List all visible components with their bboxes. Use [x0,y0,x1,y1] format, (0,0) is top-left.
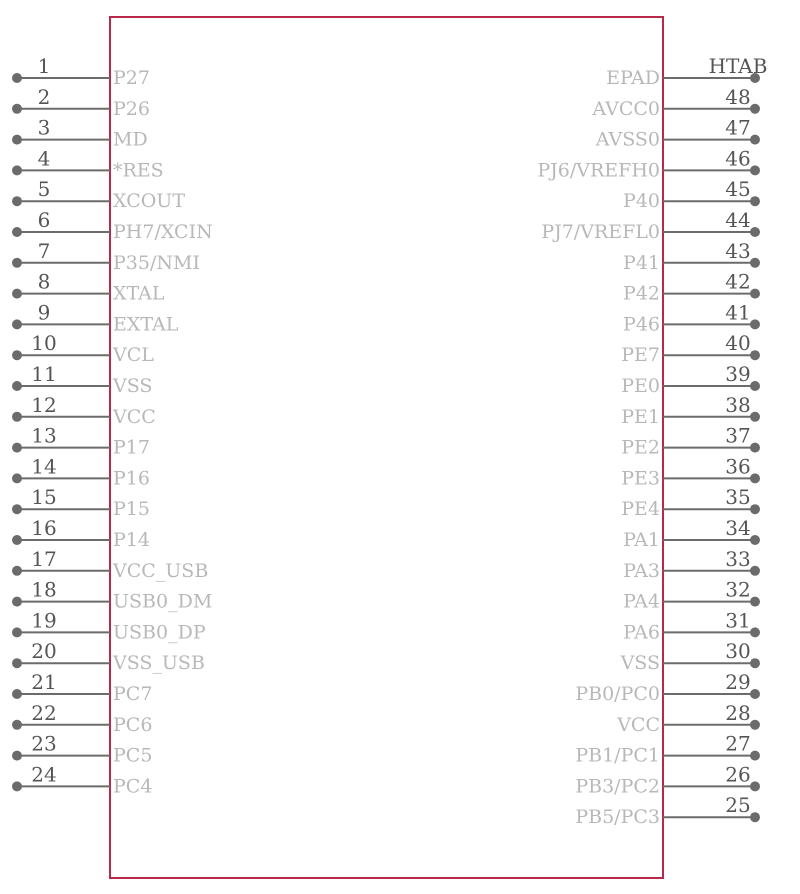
pin-number: 38 [725,392,751,417]
pin [541,208,760,243]
pin-name: P27 [113,67,150,89]
pin-terminal-dot [12,781,22,791]
pin-terminal-dot [12,689,22,699]
pin-terminal-dot [750,720,760,730]
pin [623,578,760,613]
pin [606,54,767,89]
pin-name: P40 [623,190,660,213]
pin-number: 40 [725,331,751,356]
pin-number: 8 [37,269,51,294]
pin-terminal-dot [750,165,760,175]
pin-terminal-dot [12,535,22,545]
pin-name: P46 [623,313,660,336]
pin [621,362,760,397]
pin-terminal-dot [750,566,760,576]
pin-terminal-dot [12,135,22,145]
pin-number: 42 [725,269,751,294]
pin [575,762,760,797]
left-pin-group [12,54,213,797]
pin [12,578,212,613]
pin-number: 27 [725,731,751,756]
pin-name: VSS [113,375,153,397]
pin [623,177,760,212]
pin-name: AVCC0 [592,97,660,120]
pin-number: 15 [31,485,57,510]
pin-name: USB0_DM [113,590,213,613]
pin [623,300,760,335]
pin [12,177,185,212]
pin-name: PE1 [621,405,660,428]
pin-number: 41 [725,300,751,325]
pin-name: P26 [113,97,150,120]
pin-number: 28 [725,700,751,725]
pin [12,85,150,120]
pin-name: PC7 [113,683,153,705]
pin-number: 20 [31,639,57,664]
pin-number: 5 [37,177,51,202]
pin [12,485,150,520]
pin-number: 43 [725,238,751,263]
pin-terminal-dot [750,104,760,114]
pin-terminal-dot [750,350,760,360]
pin [621,454,760,489]
pin-name: P35/NMI [113,251,200,274]
pin-name: P14 [113,529,150,551]
pin-terminal-dot [12,658,22,668]
pin-terminal-dot [750,227,760,237]
pin-terminal-dot [12,597,22,607]
pin [12,732,152,767]
pin-number: 1 [37,54,51,78]
pin-name: PA3 [623,559,660,582]
pin-number: 9 [37,300,51,325]
pin-terminal-dot [750,381,760,391]
pin-number: 34 [725,516,751,540]
pin [12,639,205,674]
pin-name: P16 [113,467,150,490]
pin-name: XTAL [113,282,165,305]
pin-terminal-dot [750,812,760,822]
pin-number: 33 [725,546,751,571]
pin-terminal-dot [750,658,760,668]
pin [616,701,760,736]
pin [12,762,152,797]
pin [623,547,760,582]
pin-number: 23 [31,731,57,756]
pin [12,670,152,705]
pin-terminal-dot [750,196,760,206]
pin [12,270,165,305]
pin-terminal-dot [750,751,760,761]
pin-name: EPAD [606,67,660,89]
pin-number: 26 [725,762,751,787]
pin-number: 16 [31,516,57,540]
pin [12,516,150,551]
pin-number: 30 [725,639,751,664]
right-pin-group [537,54,767,828]
pin-terminal-dot [12,289,22,299]
pin-terminal-dot [12,258,22,268]
pin-number: 10 [31,331,57,356]
pin-number: 36 [725,454,751,479]
pin-terminal-dot [12,381,22,391]
pin-terminal-dot [12,73,22,83]
pin-number: 6 [37,208,51,232]
pin-terminal-dot [12,319,22,329]
pin-name: PB1/PC1 [575,744,660,767]
pin-name: PC5 [113,744,153,767]
pin-terminal-dot [750,135,760,145]
pin-name: VCC_USB [113,559,209,582]
pin [591,85,760,120]
pin-terminal-dot [12,196,22,206]
pin [12,116,148,151]
pin-number: 4 [37,146,51,171]
pin-terminal-dot [750,412,760,422]
pin-terminal-dot [750,627,760,637]
pin [620,639,760,674]
pin-name: VSS [620,652,660,675]
pin-terminal-dot [12,412,22,422]
pin-number: 32 [725,577,751,602]
pin-name: PB0/PC0 [575,683,660,705]
pin [595,116,760,151]
pin-name: PE4 [621,498,660,521]
pin-name: XCOUT [113,190,185,213]
pin-name: PE3 [621,467,660,490]
pin-terminal-dot [12,350,22,360]
pin-number: 21 [31,670,57,694]
pin-number: 14 [31,454,57,479]
pin-name: *RES [113,159,164,182]
pin-number: 37 [725,423,751,448]
pin-number: 29 [725,670,751,694]
pin-terminal-dot [12,566,22,576]
pin [621,331,760,366]
pin-number: 3 [37,115,51,140]
pin-terminal-dot [12,720,22,730]
pin-name: PA4 [623,590,660,613]
pin-terminal-dot [12,443,22,453]
pin [623,516,760,551]
pin-terminal-dot [750,597,760,607]
pin [623,608,760,643]
pin-number: 13 [31,423,57,448]
pin [575,670,760,705]
pin-number: 48 [725,84,751,109]
pin-terminal-dot [750,535,760,545]
pin-name: VCC [617,713,660,736]
pin [621,424,760,459]
pin-name: PB3/PC2 [575,775,660,798]
pin-number: 2 [37,84,51,109]
pin-number: 47 [725,115,751,140]
pin-number: 35 [725,485,751,510]
pin-number: 31 [725,608,751,633]
pin-name: PH7/XCIN [113,221,213,243]
pin-terminal-dot [12,473,22,483]
pin-number: 44 [725,208,751,232]
pin-name: VSS_USB [113,652,205,675]
pin [621,393,760,428]
pin-terminal-dot [12,504,22,514]
pin-name: PC6 [113,713,153,736]
pin-number: 7 [37,238,51,263]
pin-terminal-dot [12,165,22,175]
pin [12,239,200,274]
pin-number: 39 [725,362,751,386]
pin [623,270,760,305]
pin-number: 11 [31,362,57,386]
pin-terminal-dot [12,104,22,114]
pin [621,485,760,520]
pin-terminal-dot [750,689,760,699]
pin [12,146,164,181]
pin [12,424,150,459]
pin-terminal-dot [750,473,760,483]
pin-name: P17 [113,436,150,459]
pin-terminal-dot [12,751,22,761]
pin-terminal-dot [12,227,22,237]
pin-name: PE0 [621,375,660,397]
pin-number: 46 [725,146,751,171]
pin-terminal-dot [750,781,760,791]
pin [12,393,156,428]
pin-terminal-dot [750,289,760,299]
pin-name: EXTAL [113,313,179,336]
pin [575,793,760,828]
pin-name: PE7 [621,344,660,367]
pin-number: 19 [31,608,57,633]
pin [12,454,150,489]
pin-name: USB0_DP [113,621,206,644]
pin-name: AVSS0 [595,128,660,151]
pin-name: PC4 [113,775,153,798]
pin-name: PA1 [623,529,660,551]
pin [12,54,150,89]
pin-number: 18 [31,577,57,602]
pin-number: 24 [31,762,57,787]
pin-number: 12 [31,392,57,417]
pin-name: PE2 [621,436,660,459]
pin-name: PB5/PC3 [575,806,660,829]
pin-name: P41 [623,251,660,274]
pin-name: PJ7/VREFL0 [541,221,660,243]
pin-number: 25 [725,793,751,818]
pin-name: PJ6/VREFH0 [537,159,660,182]
pin [12,208,213,243]
pin [537,146,760,181]
pin [575,732,760,767]
pin-name: P15 [113,498,150,521]
pin-number: 45 [725,177,751,202]
pin [12,331,154,366]
pin-terminal-dot [750,258,760,268]
pin [12,608,206,643]
pin-name: VCL [113,344,154,367]
pin-number: 22 [31,700,57,725]
pin [623,239,760,274]
pin-number: 17 [31,546,57,571]
pin [12,701,152,736]
pin-number: HTAB [708,54,768,78]
pin-terminal-dot [12,627,22,637]
pin-name: MD [113,128,148,151]
pin-terminal-dot [750,504,760,514]
pin-terminal-dot [750,319,760,329]
pin-terminal-dot [750,443,760,453]
pin-name: PA6 [623,621,660,644]
pin-name: VCC [113,405,156,428]
pin-name: P42 [623,282,660,305]
pin [12,300,179,335]
pin [12,362,152,397]
